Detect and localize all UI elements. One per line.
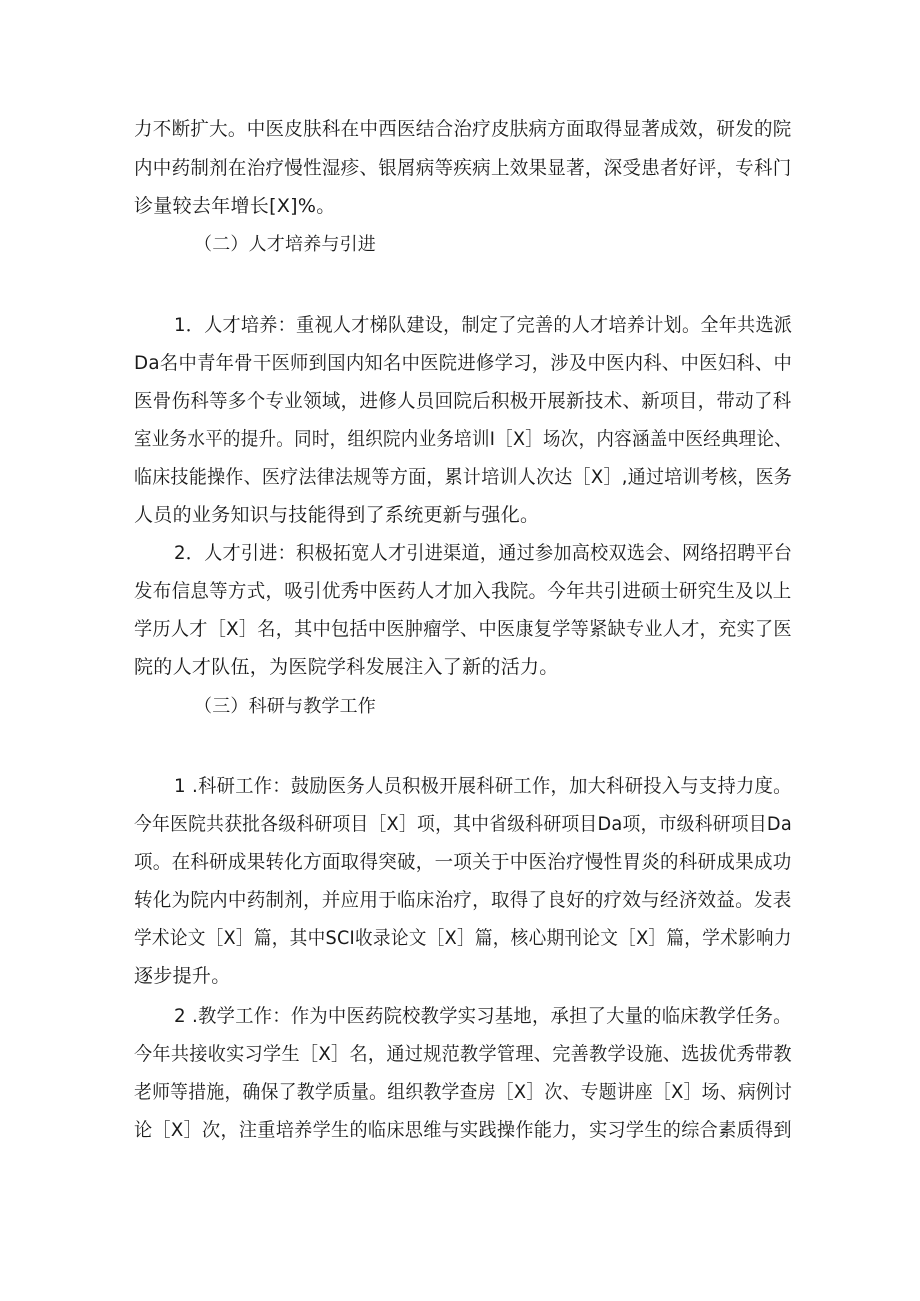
- paragraph-line: 论［X］次，注重培养学生的临床思维与实践操作能力，实习学生的综合素质得到: [134, 1119, 792, 1141]
- paragraph-line: 学历人才［X］名，其中包括中医肿瘤学、中医康复学等紧缺专业人才，充实了医: [134, 618, 792, 640]
- paragraph-line: 医骨伤科等多个专业领域，进修人员回院后积极开展新技术、新项目，带动了科: [134, 390, 792, 412]
- paragraph-line: 2．人才引进：积极拓宽人才引进渠道，通过参加高校双选会、网络招聘平台: [174, 542, 793, 564]
- paragraph-line: 临床技能操作、医疗法律法规等方面，累计培训人次达［X］,通过培训考核，医务: [134, 466, 793, 488]
- paragraph-line: 今年共接收实习学生［X］名，通过规范教学管理、完善教学设施、选拔优秀带教: [134, 1043, 792, 1065]
- paragraph-line: Da名中青年骨干医师到国内知名中医院进修学习，涉及中医内科、中医妇科、中: [134, 352, 793, 374]
- paragraph-line: 诊量较去年增长[X]%。: [134, 195, 336, 217]
- paragraph-line: 内中药制剂在治疗慢性湿疹、银屑病等疾病上效果显著，深受患者好评，专科门: [134, 157, 792, 179]
- paragraph-line: 2 .教学工作：作为中医药院校教学实习基地，承担了大量的临床教学任务。: [174, 1005, 792, 1027]
- paragraph-line: 力不断扩大。中医皮肤科在中西医结合治疗皮肤病方面取得显著成效，研发的院: [134, 118, 792, 140]
- section-heading-talent: （二）人才培养与引进: [194, 234, 376, 255]
- paragraph-line: 人员的业务知识与技能得到了系统更新与强化。: [134, 504, 540, 526]
- paragraph-line: 老师等措施，确保了教学质量。组织教学查房［X］次、专题讲座［X］场、病例讨: [134, 1081, 793, 1103]
- paragraph-line: 今年医院共获批各级科研项目［X］项，其中省级科研项目Da项，市级科研项目Da: [134, 813, 792, 835]
- paragraph-line: 室业务水平的提升。同时，组织院内业务培训I［X］场次，内容涵盖中医经典理论、: [134, 428, 793, 450]
- paragraph-line: 院的人才队伍，为医院学科发展注入了新的活力。: [134, 656, 559, 678]
- paragraph-line: 1 .科研工作：鼓励医务人员积极开展科研工作，加大科研投入与支持力度。: [174, 775, 792, 797]
- paragraph-line: 逐步提升。: [134, 965, 231, 987]
- paragraph-line: 发布信息等方式，吸引优秀中医药人才加入我院。今年共引进硕士研究生及以上: [134, 580, 792, 602]
- section-heading-research: （三）科研与教学工作: [194, 696, 376, 717]
- paragraph-line: 项。在科研成果转化方面取得突破，一项关于中医治疗慢性胃炎的科研成果成功: [134, 851, 792, 873]
- paragraph-line: 学术论文［X］篇，其中SCI收录论文［X］篇，核心期刊论文［X］篇，学术影响力: [134, 927, 792, 949]
- paragraph-line: 转化为院内中药制剂，并应用于临床治疗，取得了良好的疗效与经济效益。发表: [134, 889, 792, 911]
- paragraph-line: 1．人才培养：重视人才梯队建设，制定了完善的人才培养计划。全年共选派: [174, 314, 793, 336]
